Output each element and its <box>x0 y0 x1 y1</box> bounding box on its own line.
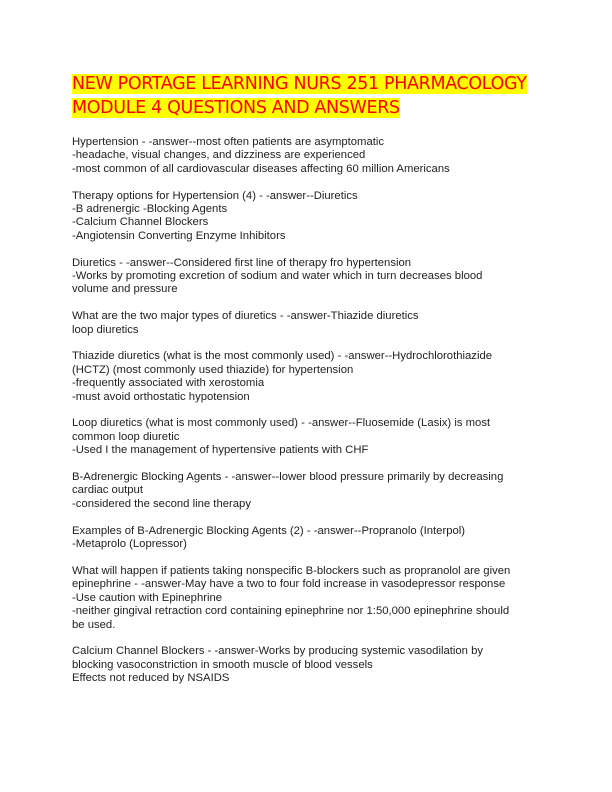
qa-list <box>72 136 542 699</box>
qa-entry <box>72 645 542 685</box>
qa-line: Therapy options for Hypertension (4) - -answer--Diuretics <box>72 189 358 202</box>
qa-line: -B adrenergic -Blocking Agents <box>72 203 228 216</box>
qa-entry <box>72 417 542 457</box>
qa-line: (HCTZ) (most commonly used thiazide) for hypertension <box>72 363 354 376</box>
qa-entry <box>72 565 542 632</box>
qa-entry <box>72 525 542 552</box>
qa-line: cardiac output <box>72 484 143 497</box>
qa-line: volume and pressure <box>72 283 178 296</box>
qa-line: -neither gingival retraction cord containing epinephrine nor 1:50,000 epinephrine should <box>72 605 510 618</box>
qa-entry <box>72 310 542 337</box>
qa-line: B-Adrenergic Blocking Agents - -answer--lower blood pressure primarily by decreasing <box>72 471 504 484</box>
qa-line: -frequently associated with xerostomia <box>72 377 265 390</box>
qa-line: be used. <box>72 618 116 631</box>
qa-line: Effects not reduced by NSAIDS <box>72 672 230 685</box>
qa-entry <box>72 350 542 404</box>
qa-line: -headache, visual changes, and dizziness are experienced <box>72 149 366 162</box>
qa-line: loop diuretics <box>72 323 139 336</box>
qa-line: What will happen if patients taking nonspecific B-blockers such as propranolol are given <box>72 564 511 577</box>
title-line <box>72 72 542 96</box>
qa-line: -Angiotensin Converting Enzyme Inhibitors <box>72 229 286 242</box>
document-title <box>72 72 542 120</box>
qa-entry <box>72 190 542 244</box>
qa-line: -Calcium Channel Blockers <box>72 216 209 229</box>
qa-line: common loop diuretic <box>72 430 180 443</box>
qa-entry <box>72 471 542 511</box>
qa-entry <box>72 257 542 297</box>
qa-entry <box>72 136 542 176</box>
qa-line: Loop diuretics (what is most commonly used) - -answer--Fluosemide (Lasix) is most <box>72 417 491 430</box>
qa-line: -Use caution with Epinephrine <box>72 591 223 604</box>
qa-line: What are the two major types of diuretics - -answer-Thiazide diuretics <box>72 310 419 323</box>
qa-line: Hypertension - -answer--most often patients are asymptomatic <box>72 136 385 148</box>
qa-line: -must avoid orthostatic hypotension <box>72 390 250 403</box>
qa-line: -Metaprolo (Lopressor) <box>72 538 187 551</box>
title-line <box>72 96 542 120</box>
qa-line: -considered the second line therapy <box>72 497 251 510</box>
qa-line: -Used I the management of hypertensive patients with CHF <box>72 444 369 457</box>
qa-line: -most common of all cardiovascular diseases affecting 60 million Americans <box>72 162 450 175</box>
title-line-1: NEW PORTAGE LEARNING NURS 251 PHARMACOLOGY <box>72 74 527 94</box>
qa-line: Calcium Channel Blockers - -answer-Works by producing systemic vasodilation by <box>72 645 484 658</box>
title-line-2: MODULE 4 QUESTIONS AND ANSWERS <box>72 98 400 118</box>
qa-line: -Works by promoting excretion of sodium and water which in turn decreases blood <box>72 270 483 283</box>
qa-line: epinephrine - -answer-May have a two to four fold increase in vasodepressor response <box>72 578 506 591</box>
qa-line: Diuretics - -answer--Considered first line of therapy fro hypertension <box>72 256 412 269</box>
qa-line: Examples of B-Adrenergic Blocking Agents (2) - -answer--Propranolo (Interpol) <box>72 524 466 537</box>
qa-line: Thiazide diuretics (what is the most commonly used) - -answer--Hydrochlorothiazide <box>72 350 493 363</box>
qa-line: blocking vasoconstriction in smooth muscle of blood vessels <box>72 658 373 671</box>
